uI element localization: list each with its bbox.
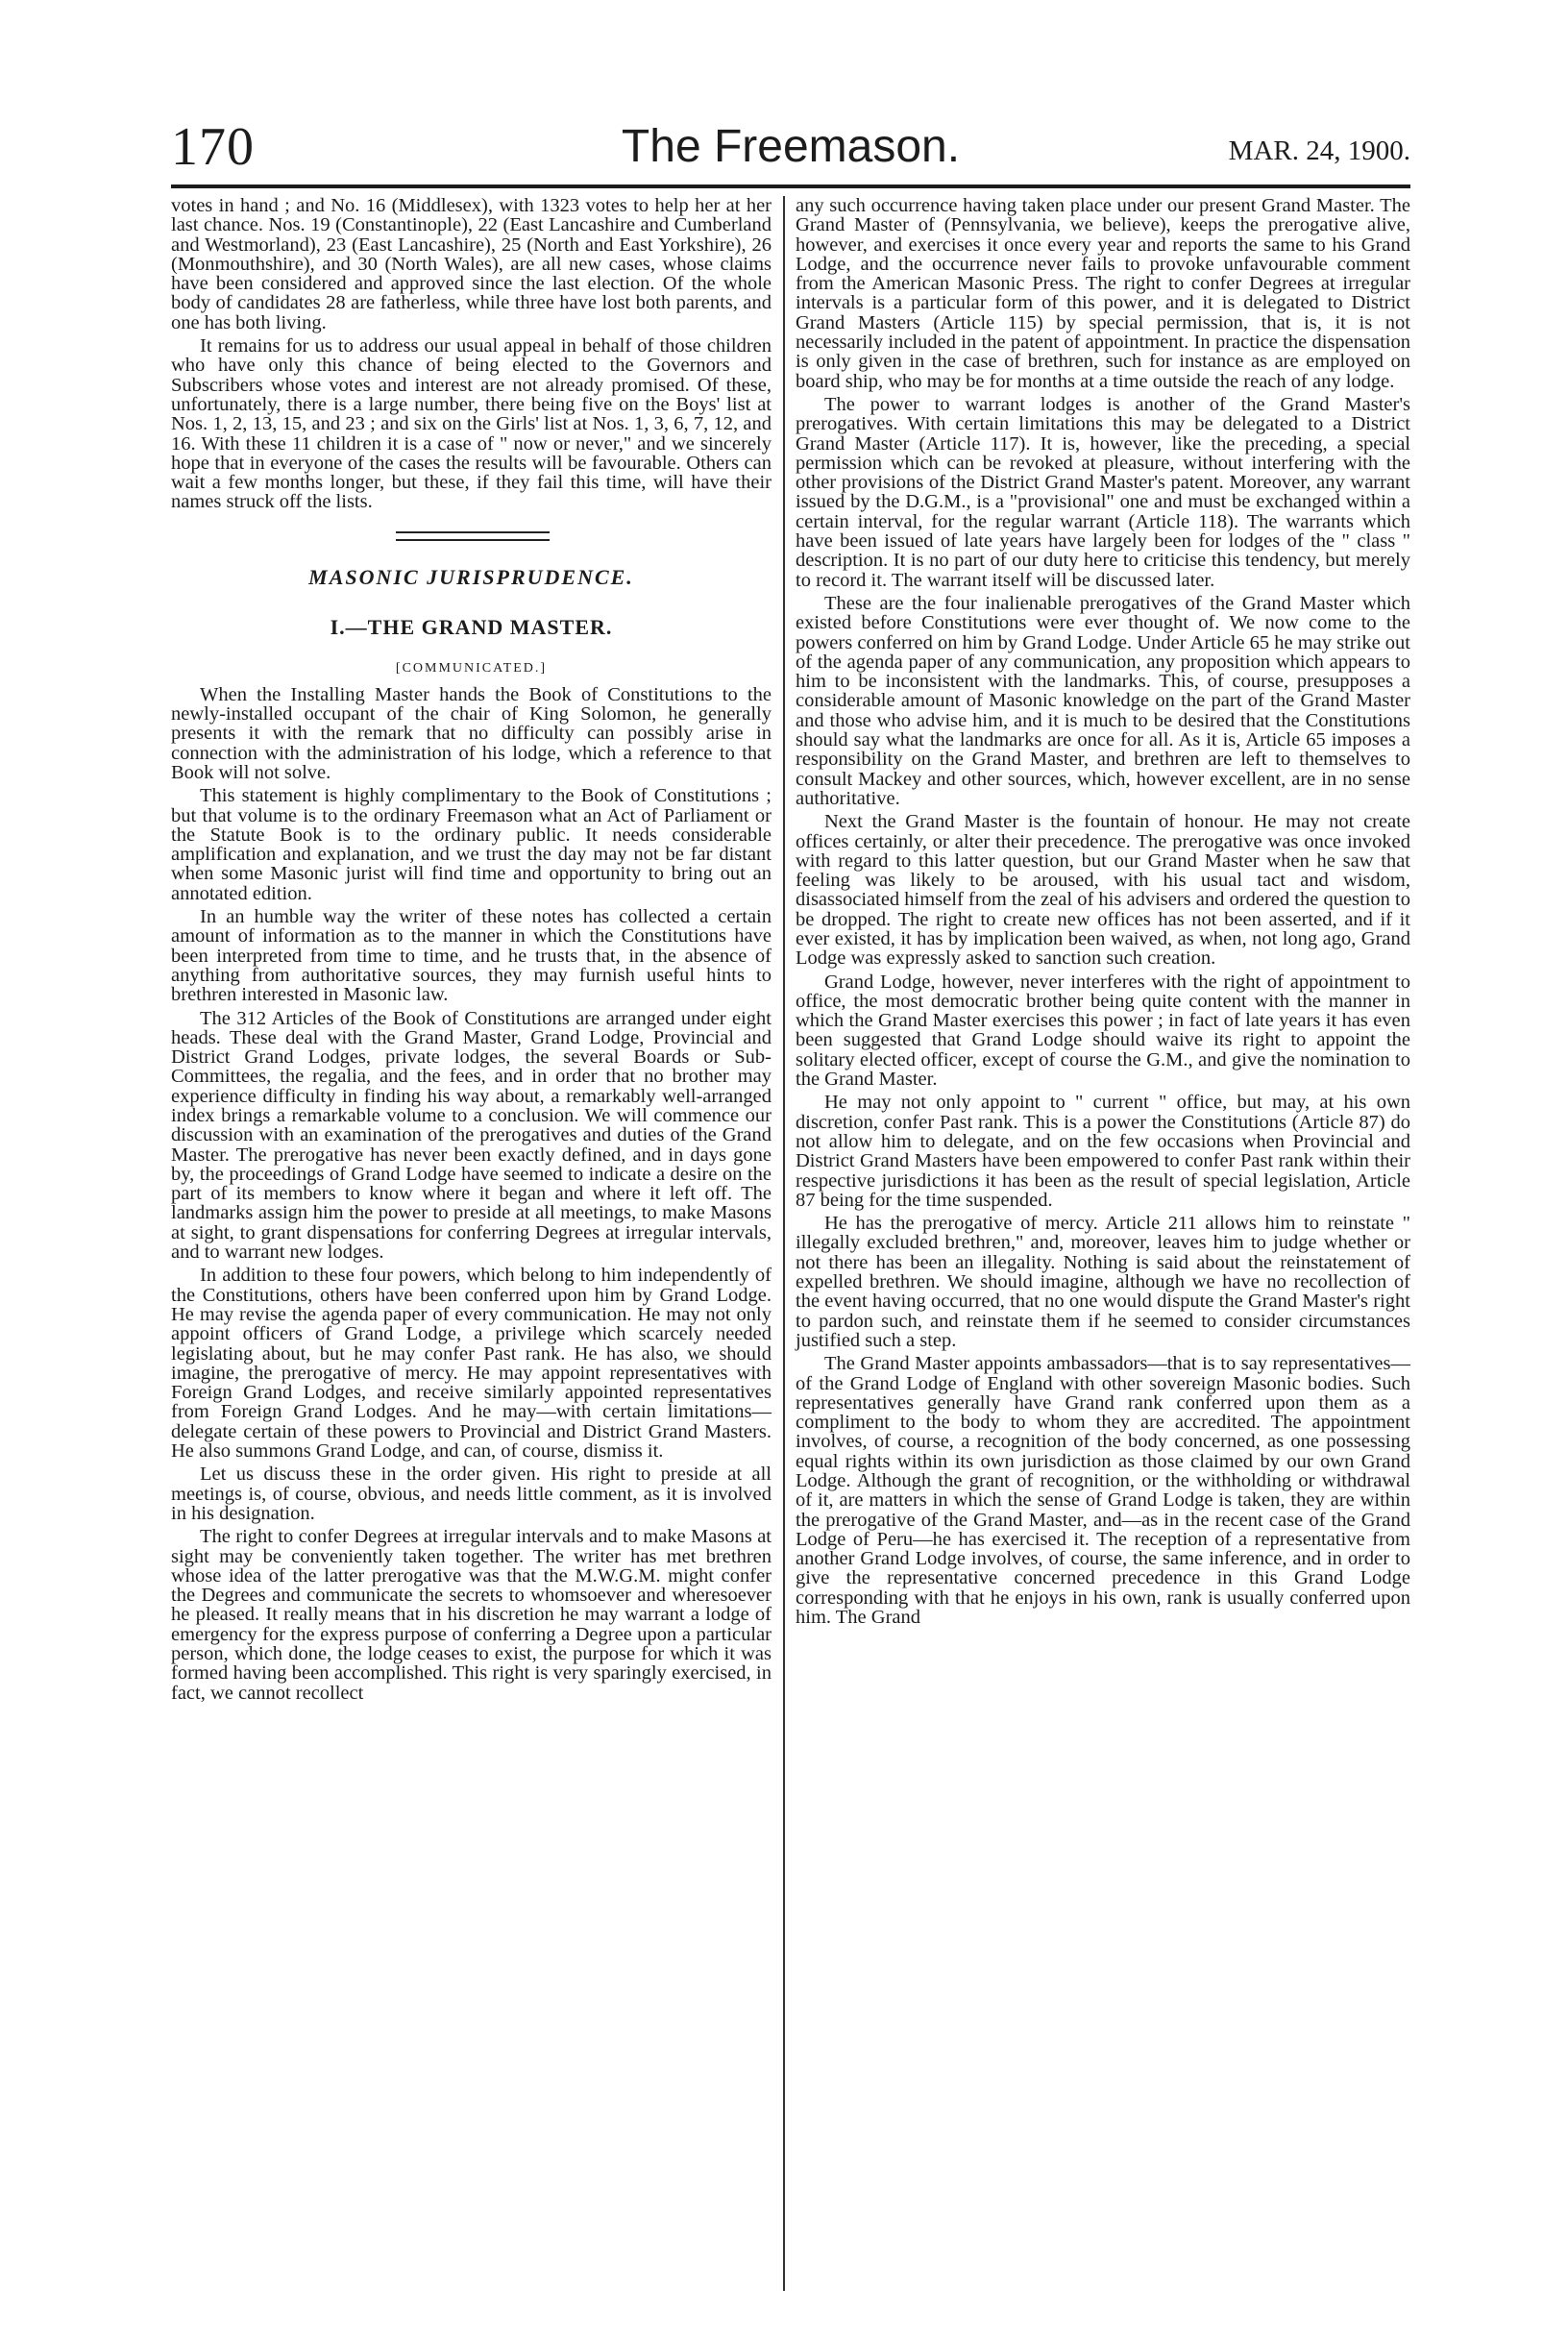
paragraph: Next the Grand Master is the fountain of honour. He may not create offices certainly, or alter their precedence. The prerogative was once invoked with regard to this latter question, but our Grand Master when he saw that feeling was likely to be aroused, with his usual tact and wisdom, disassociated himself from the zeal of his advisers and ordered the question to be dropped. The right to create new offices has not been asserted, and if it ever existed, it has by implication been waived, as when, not long ago, Grand Lodge was expressly asked to sanction such creation.	[796, 811, 1410, 970]
paragraph: The power to warrant lodges is another of the Grand Master's prerogatives. With certain limitations this may be delegated to a District Grand Master (Article 117). It is, however, like the preceding, a special permission which can be revoked at pleasure, without interfering with the other provisions of the District Grand Master's patent. Moreover, any warrant issued by the D.G.M., is a "provisional" one and must be exchanged within a certain interval, for the regular warrant (Article 118). The warrants which have been issued of late years have largely been for lodges of the " class " description. It is no part of our duty here to criticise this tendency, but merely to record it. The warrant itself will be discussed later.	[796, 393, 1410, 591]
section-divider	[171, 516, 772, 558]
paragraph: Grand Lodge, however, never interferes with the right of appointment to office, the most democratic brother being quite content with the manner in which the Grand Master exercises this power ; in fact of late years it has even been suggested that Grand Lodge should waive its right to appoint the solitary elected officer, except of course the G.M., and give the nomination to the Grand Master.	[796, 971, 1410, 1091]
paragraph: It remains for us to address our usual appeal in behalf of those children who have only this chance of being elected to the Governors and Subscribers whose votes and interest are not already promised. Of these, unfortunately, there is a large number, there being five on the Boys' list at Nos. 1, 2, 13, 15, and 23 ; and six on the Girls' list at Nos. 1, 3, 6, 7, 12, and 16. With these 11 children it is a case of " now or never," and we sincerely hope that in everyone of the cases the results will be favourable. Others can wait a few months longer, but these, if they fail this time, will have their names struck off the lists.	[171, 335, 772, 513]
paragraph: The Grand Master appoints ambassadors—that is to say representatives—of the Grand Lodge of England with other sovereign Masonic bodies. Such representatives generally have Grand rank conferred upon them as a compliment to the body to whom they are accredited. The appointment involves, of course, a recognition of the body concerned, as one possessing equal rights within its own jurisdiction as those claimed by our own Grand Lodge. Although the grant of recognition, or the withholding or withdrawal of it, are matters in which the sense of Grand Lodge is taken, they are within the prerogative of the Grand Master, and—as in the recent case of the Grand Lodge of Peru—he has exercised it. The reception of a representative from another Grand Lodge involves, of course, the same inference, and in order to give the representative concerned precedence in this Grand Lodge corresponding with that he enjoys in his own, rank is usually conferred upon him. The Grand	[796, 1353, 1410, 1629]
byline: [COMMUNICATED.]	[395, 660, 548, 676]
paragraph: votes in hand ; and No. 16 (Middlesex), with 1323 votes to help her at her last chance. Nos. 19 (Constantinople), 22 (East Lancashire and Cumberland and Westmorland), 23 (East Lancashire), 25 (North and East Yorkshire), 26 (Monmouthshire), and 30 (North Wales), are all new cases, whose claims have been considered and approved since the last election. Of the whole body of candidates 28 are fatherless, while three have lost both parents, and one has both living.	[171, 195, 772, 333]
column-divider	[783, 196, 785, 2291]
masthead	[171, 113, 1410, 188]
paragraph: Let us discuss these in the order given. His right to preside at all meetings is, of course, obvious, and needs little comment, as it is involved in his designation.	[171, 1464, 772, 1524]
paragraph: He may not only appoint to " current " office, but may, at his own discretion, confer Past rank. This is a power the Constitutions (Article 87) do not allow him to delegate, and on the few occasions when Provincial and District Grand Masters have been empowered to confer Past rank within their respective jurisdictions it has been as the result of special legislation, Article 87 being for the time suspended.	[796, 1092, 1410, 1211]
page-number: 170	[171, 117, 255, 177]
paragraph: He has the prerogative of mercy. Article 211 allows him to reinstate " illegally excluded brethren," and, moreover, leaves him to judge whether or not there has been an illegality. Nothing is said about the reinstatement of expelled brethren. We should imagine, although we have no recollection of the event having occurred, that no one would dispute the Grand Master's right to pardon such, and reinstate them if he seemed to consider circumstances justified such a step.	[796, 1213, 1410, 1351]
paragraph: This statement is highly complimentary to the Book of Constitutions ; but that volume is to the ordinary Freemason what an Act of Parliament or the Statute Book is to the ordinary public. It needs considerable amplification and explanation, and we trust the day may not be far distant when some Masonic jurist will find time and opportunity to bring out an annotated edition.	[171, 785, 772, 904]
paragraph: any such occurrence having taken place under our present Grand Master. The Grand Master of (Pennsylvania, we believe), keeps the prerogative alive, however, and exercises it once every year and reports the same to his Grand Lodge, and the occurrence never fails to provoke unfavourable comment from the American Masonic Press. The right to confer Degrees at irregular intervals is a particular form of this power, and it is delegated to District Grand Masters (Article 115) by special permission, that is, it is not necessarily included in the patent of appointment. In practice the dispensation is only given in the case of brethren, such for instance as are employed on board ship, who may be for months at a time outside the reach of any lodge.	[796, 195, 1410, 392]
masthead-rule	[171, 184, 1410, 188]
paragraph: When the Installing Master hands the Book of Constitutions to the newly-installed occupant of the chair of King Solomon, he generally presents it with the remark that no difficulty can possibly arise in connection with the administration of his lodge, which a reference to that Book will not solve.	[171, 683, 772, 783]
paragraph: These are the four inalienable prerogatives of the Grand Master which existed before Constitutions were ever thought of. We now come to the powers conferred on him by Grand Lodge. Under Article 65 he may strike out of the agenda paper of any communication, any proposition which appears to him to be inconsistent with the landmarks. This, of course, presupposes a considerable amount of Masonic knowledge on the part of the Grand Master and those who advise him, and it is much to be desired that the Constitutions should say what the landmarks are once for all. As it is, Article 65 imposes a responsibility on the Grand Master, and brethren are left to themselves to consult Mackey and other sources, which, however excellent, are in no sense authoritative.	[796, 592, 1410, 809]
double-rule	[396, 531, 550, 541]
right-column	[796, 196, 1410, 1631]
paragraph: The right to confer Degrees at irregular intervals and to make Masons at sight may be conveniently taken together. The writer has met brethren whose idea of the latter prerogative was that the M.W.G.M. might confer the Degrees and communicate the secrets to whomsoever and wheresoever he pleased. It really means that in his discretion he may warrant a lodge of emergency for the express purpose of conferring a Degree upon a particular person, which done, the lodge ceases to exist, the purpose for which it was formed having been accomplished. This right is very sparingly exercised, in fact, we cannot recollect	[171, 1526, 772, 1704]
issue-date: MAR. 24, 1900.	[1228, 135, 1410, 166]
publication-title: The Freemason.	[621, 121, 961, 172]
paragraph: The 312 Articles of the Book of Constitutions are arranged under eight heads. These deal with the Grand Master, Grand Lodge, Provincial and District Grand Lodges, private lodges, the several Boards or Sub-Committees, the regalia, and the fees, and in order that no brother may experience difficulty in finding his way about, a remarkably well-arranged index brings a remarkable volume to a conclusion. We will commence our discussion with an examination of the prerogatives and duties of the Grand Master. The prerogative has never been exactly defined, and in days gone by, the proceedings of Grand Lodge have seemed to indicate a desire on the part of its members to know where it began and where it left off. The landmarks assign him the power to preside at all meetings, to make Masons at sight, to grant dispensations for conferring Degrees at irregular intervals, and to warrant new lodges.	[171, 1007, 772, 1264]
paragraph: In addition to these four powers, which belong to him independently of the Constitutions, others have been conferred upon him by Grand Lodge. He may revise the agenda paper of every communication. He may not only appoint officers of Grand Lodge, a privilege which scarcely needed legislating about, but he may confer Past rank. He has also, we should imagine, the prerogative of mercy. He may appoint representatives with Foreign Grand Lodges, and receive similarly appointed representatives from Foreign Grand Lodges. And he may—with certain limitations—delegate certain of these powers to Provincial and District Grand Masters. He also summons Grand Lodge, and can, of course, dismiss it.	[171, 1265, 772, 1463]
paragraph: In an humble way the writer of these notes has collected a certain amount of information as to the manner in which the Constitutions have been interpreted from time to time, and he trusts that, in the absence of anything from authoritative sources, they may furnish useful hints to brethren interested in Masonic law.	[171, 906, 772, 1006]
left-column	[171, 196, 772, 1707]
article-subheading: I.—THE GRAND MASTER.	[330, 614, 613, 639]
article-heading: MASONIC JURISPRUDENCE.	[308, 564, 634, 589]
